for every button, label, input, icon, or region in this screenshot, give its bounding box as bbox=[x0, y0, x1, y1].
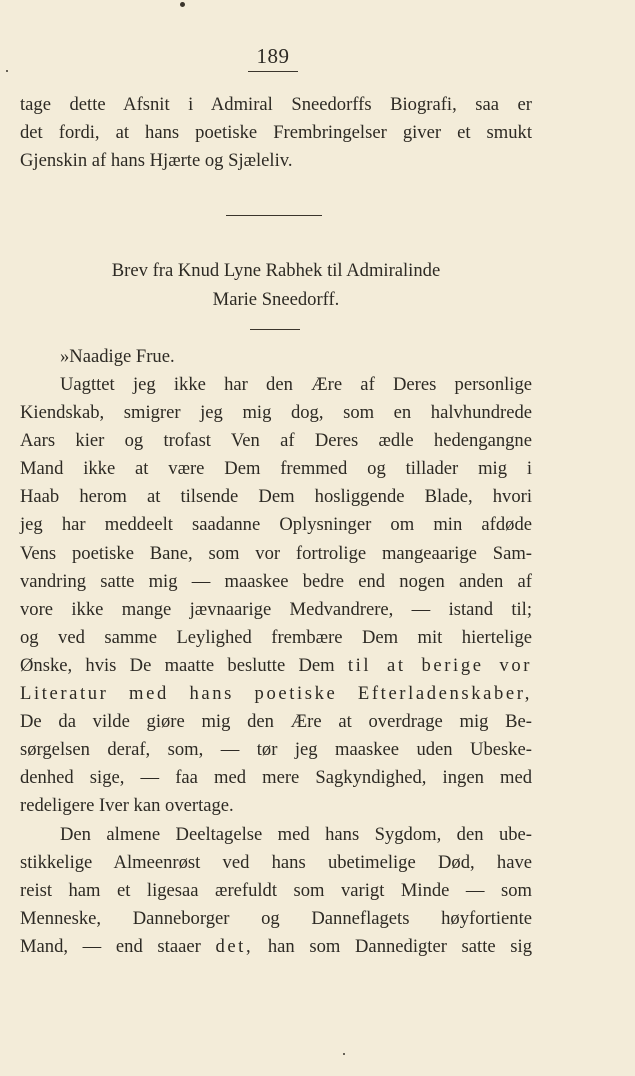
text-line: Mand ikke at være Dem fremmed og tillader mig i bbox=[20, 458, 532, 480]
heading-line-2: Marie Sneedorff. bbox=[212, 288, 340, 310]
text-line: denhed sige, — faa med mere Sagkyndighed, ingen med bbox=[20, 767, 532, 789]
intro-paragraph bbox=[20, 91, 532, 175]
ink-speck bbox=[6, 70, 8, 72]
text-fragment: Mand, — end staaer bbox=[20, 936, 201, 958]
letter-paragraph-1 bbox=[20, 371, 532, 821]
text-line: Kiendskab, smigrer jeg mig dog, som en halvhundrede bbox=[20, 402, 532, 424]
letter-paragraph-2 bbox=[20, 821, 532, 961]
text-line: reist ham et ligesaa ærefuldt som varigt Minde — som bbox=[20, 880, 532, 902]
text-fragment: Ønske, hvis De maatte beslutte Dem bbox=[20, 654, 335, 676]
salutation: »Naadige Frue. bbox=[60, 346, 175, 367]
text-fragment: han som Dannedigter satte sig bbox=[267, 936, 532, 958]
text-line: Uagttet jeg ikke har den Ære af Deres personlige bbox=[60, 374, 532, 395]
section-divider bbox=[226, 215, 322, 216]
text-line: Aars kier og trofast Ven af Deres ædle hedengangne bbox=[20, 430, 532, 452]
text-line: Gjenskin af hans Hjærte og Sjæleliv. bbox=[20, 150, 293, 172]
spaced-text: det, bbox=[215, 936, 254, 958]
text-line: det fordi, at hans poetiske Frembringelser giver et smukt bbox=[20, 122, 532, 144]
text-line: Den almene Deeltagelse med hans Sygdom, den ube- bbox=[60, 824, 532, 845]
heading-divider bbox=[250, 329, 300, 330]
text-line: Literatur med hans poetiske Efterladenskaber, bbox=[20, 683, 532, 705]
ink-speck bbox=[180, 2, 185, 7]
text-line: vandring satte mig — maaskee bedre end nogen anden af bbox=[20, 570, 532, 592]
text-line: Menneske, Danneborger og Danneflagets høyfortiente bbox=[20, 908, 532, 930]
text-line: og ved samme Leylighed frembære Dem mit hiertelige bbox=[20, 626, 532, 648]
text-line: vore ikke mange jævnaarige Medvandrere, — istand til; bbox=[20, 598, 532, 620]
spaced-text: til at berige vor bbox=[347, 654, 533, 676]
ink-speck bbox=[343, 1053, 345, 1055]
text-line: stikkelige Almeenrøst ved hans ubetimelige Død, have bbox=[20, 852, 532, 874]
text-line: tage dette Afsnit i Admiral Sneedorffs Biografi, saa er bbox=[20, 94, 532, 115]
letter-heading bbox=[20, 257, 532, 314]
text-line: De da vilde giøre mig den Ære at overdrage mig Be- bbox=[20, 711, 532, 733]
heading-line-1: Brev fra Knud Lyne Rabhek til Admiralinde bbox=[111, 260, 441, 281]
text-line: jeg har meddeelt saadanne Oplysninger om min afdøde bbox=[20, 514, 532, 536]
text-line bbox=[20, 933, 532, 961]
text-line: sørgelsen deraf, som, — tør jeg maaskee uden Ubeske- bbox=[20, 739, 532, 761]
text-line: Haab herom at tilsende Dem hosliggende Blade, hvori bbox=[20, 486, 532, 508]
text-line: Vens poetiske Bane, som vor fortrolige mangeaarige Sam- bbox=[20, 542, 532, 564]
page-number: 189 bbox=[248, 44, 298, 72]
text-line: redeligere Iver kan overtage. bbox=[20, 795, 234, 817]
text-line bbox=[20, 652, 532, 680]
